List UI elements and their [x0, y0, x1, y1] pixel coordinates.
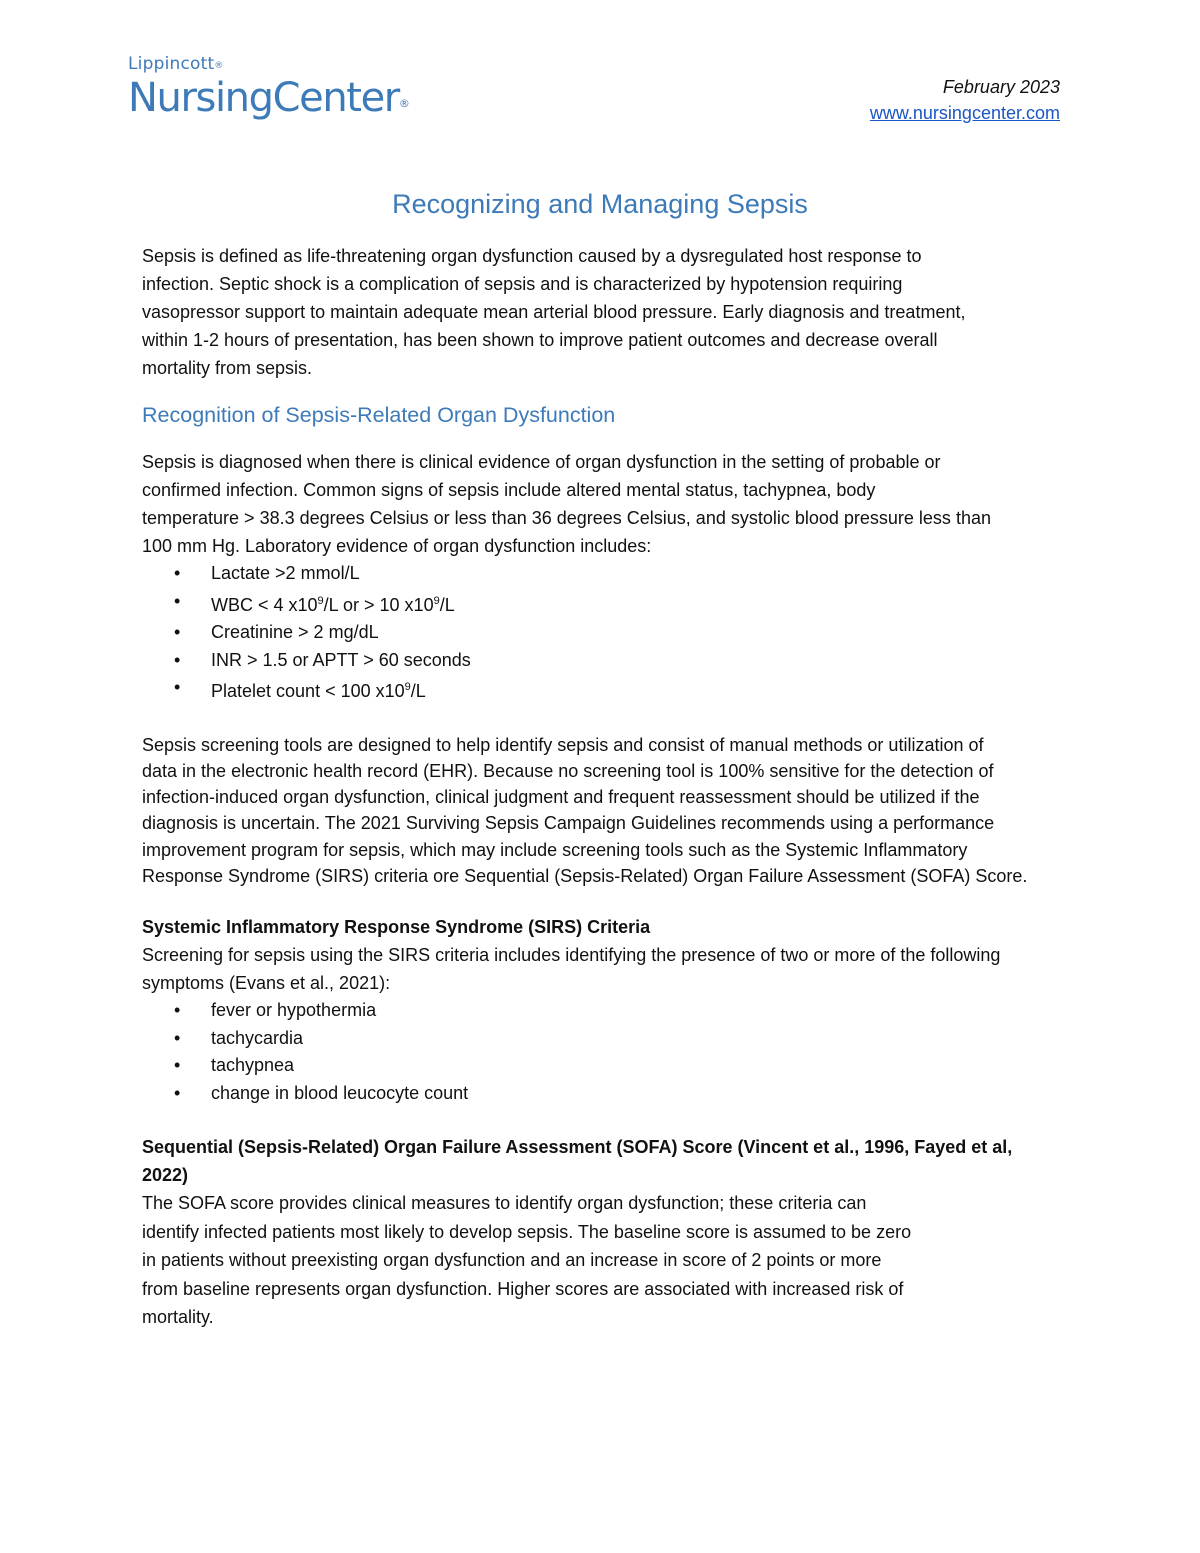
- sofa-paragraph: [142, 1189, 1092, 1332]
- recognition-line: 100 mm Hg. Laboratory evidence of organ dysfunction includes:: [142, 536, 652, 556]
- section-heading-recognition: Recognition of Sepsis-Related Organ Dysfunction: [142, 403, 616, 427]
- screening-line: Sepsis screening tools are designed to help identify sepsis and consist of manual methods or utilization of: [142, 734, 984, 755]
- logo-lippincott: Lippincott®: [128, 54, 224, 74]
- intro-line: within 1-2 hours of presentation, has been shown to improve patient outcomes and decrease overall: [142, 330, 938, 350]
- sofa-line: in patients without preexisting organ dysfunction and an increase in score of 2 points or more: [142, 1250, 882, 1271]
- sofa-line: The SOFA score provides clinical measures to identify organ dysfunction; these criteria can: [142, 1193, 867, 1214]
- intro-line: infection. Septic shock is a complication of sepsis and is characterized by hypotension requiring: [142, 274, 903, 294]
- intro-line: vasopressor support to maintain adequate mean arterial blood pressure. Early diagnosis and treatment,: [142, 302, 966, 322]
- recognition-line: Sepsis is diagnosed when there is clinical evidence of organ dysfunction in the setting of probable or: [142, 452, 941, 472]
- lab-evidence-list: [142, 560, 1092, 706]
- sirs-intro-line: symptoms (Evans et al., 2021):: [142, 973, 391, 994]
- list-item-platelet: • Platelet count < 100 $x10^9/L$: [142, 674, 1092, 706]
- list-item-creatinine: • Creatinine > 2 mg/dL: [142, 619, 1092, 647]
- sirs-criteria-list: [142, 997, 1092, 1107]
- sofa-heading-line: Sequential (Sepsis-Related) Organ Failure Assessment (SOFA) Score (Vincent et al., 1996, Fayed et al,: [142, 1137, 1013, 1158]
- screening-line: diagnosis is uncertain. The 2021 Surviving Sepsis Campaign Guidelines recommends using a performance: [142, 813, 995, 834]
- website-link[interactable]: www.nursingcenter.com: [869, 103, 1060, 123]
- recognition-line: temperature > 38.3 degrees Celsius or less than 36 degrees Celsius, and systolic blood pressure less than: [142, 508, 991, 528]
- sofa-line: identify infected patients most likely to develop sepsis. The baseline score is assumed to be zero: [142, 1221, 912, 1242]
- sirs-heading: Systemic Inflammatory Response Syndrome (SIRS) Criteria: [142, 917, 651, 938]
- intro-line: mortality from sepsis.: [142, 358, 313, 378]
- logo-nursingcenter: NursingCenter®: [128, 75, 409, 121]
- document-date: February 2023: [942, 77, 1060, 97]
- list-item-wbc: • WBC < 4 $x10^9/L$ or > 10 $x10^9/L$: [142, 588, 1092, 620]
- page-title: Recognizing and Managing Sepsis: [392, 189, 808, 219]
- recognition-paragraph: [142, 448, 1092, 560]
- recognition-line: confirmed infection. Common signs of sepsis include altered mental status, tachypnea, body: [142, 480, 876, 500]
- intro-line: Sepsis is defined as life-threatening organ dysfunction caused by a dysregulated host response to: [142, 246, 922, 266]
- screening-paragraph: [142, 732, 1092, 890]
- list-item-tachypnea: • tachypnea: [142, 1052, 1092, 1080]
- header-meta: [870, 74, 1060, 126]
- screening-line: data in the electronic health record (EHR). Because no screening tool is 100% sensitive for the detection of: [142, 760, 994, 781]
- list-item-fever: • fever or hypothermia: [142, 997, 1092, 1025]
- list-item-inr: • INR > 1.5 or APTT > 60 seconds: [142, 647, 1092, 675]
- screening-line: improvement program for sepsis, which may include screening tools such as the Systemic Inflammatory: [142, 839, 968, 860]
- document-body: [142, 242, 1092, 1332]
- sofa-line: mortality.: [142, 1307, 214, 1328]
- nursingcenter-logo[interactable]: [128, 54, 408, 120]
- screening-line: Response Syndrome (SIRS) criteria ore Sequential (Sepsis-Related) Organ Failure Assessment (SOFA) Score.: [142, 865, 1028, 886]
- sirs-intro-line: Screening for sepsis using the SIRS criteria includes identifying the presence of two or more of the following: [142, 945, 1001, 966]
- list-item-leucocyte: • change in blood leucocyte count: [142, 1080, 1092, 1108]
- sofa-line: from baseline represents organ dysfunction. Higher scores are associated with increased risk of: [142, 1278, 904, 1299]
- intro-paragraph: [142, 242, 1092, 382]
- screening-line: infection-induced organ dysfunction, clinical judgment and frequent reassessment should be utilized if the: [142, 787, 980, 808]
- list-item-tachycardia: • tachycardia: [142, 1025, 1092, 1053]
- sofa-heading-line: 2022): [142, 1165, 189, 1186]
- list-item-lactate: • Lactate >2 mmol/L: [142, 560, 1092, 588]
